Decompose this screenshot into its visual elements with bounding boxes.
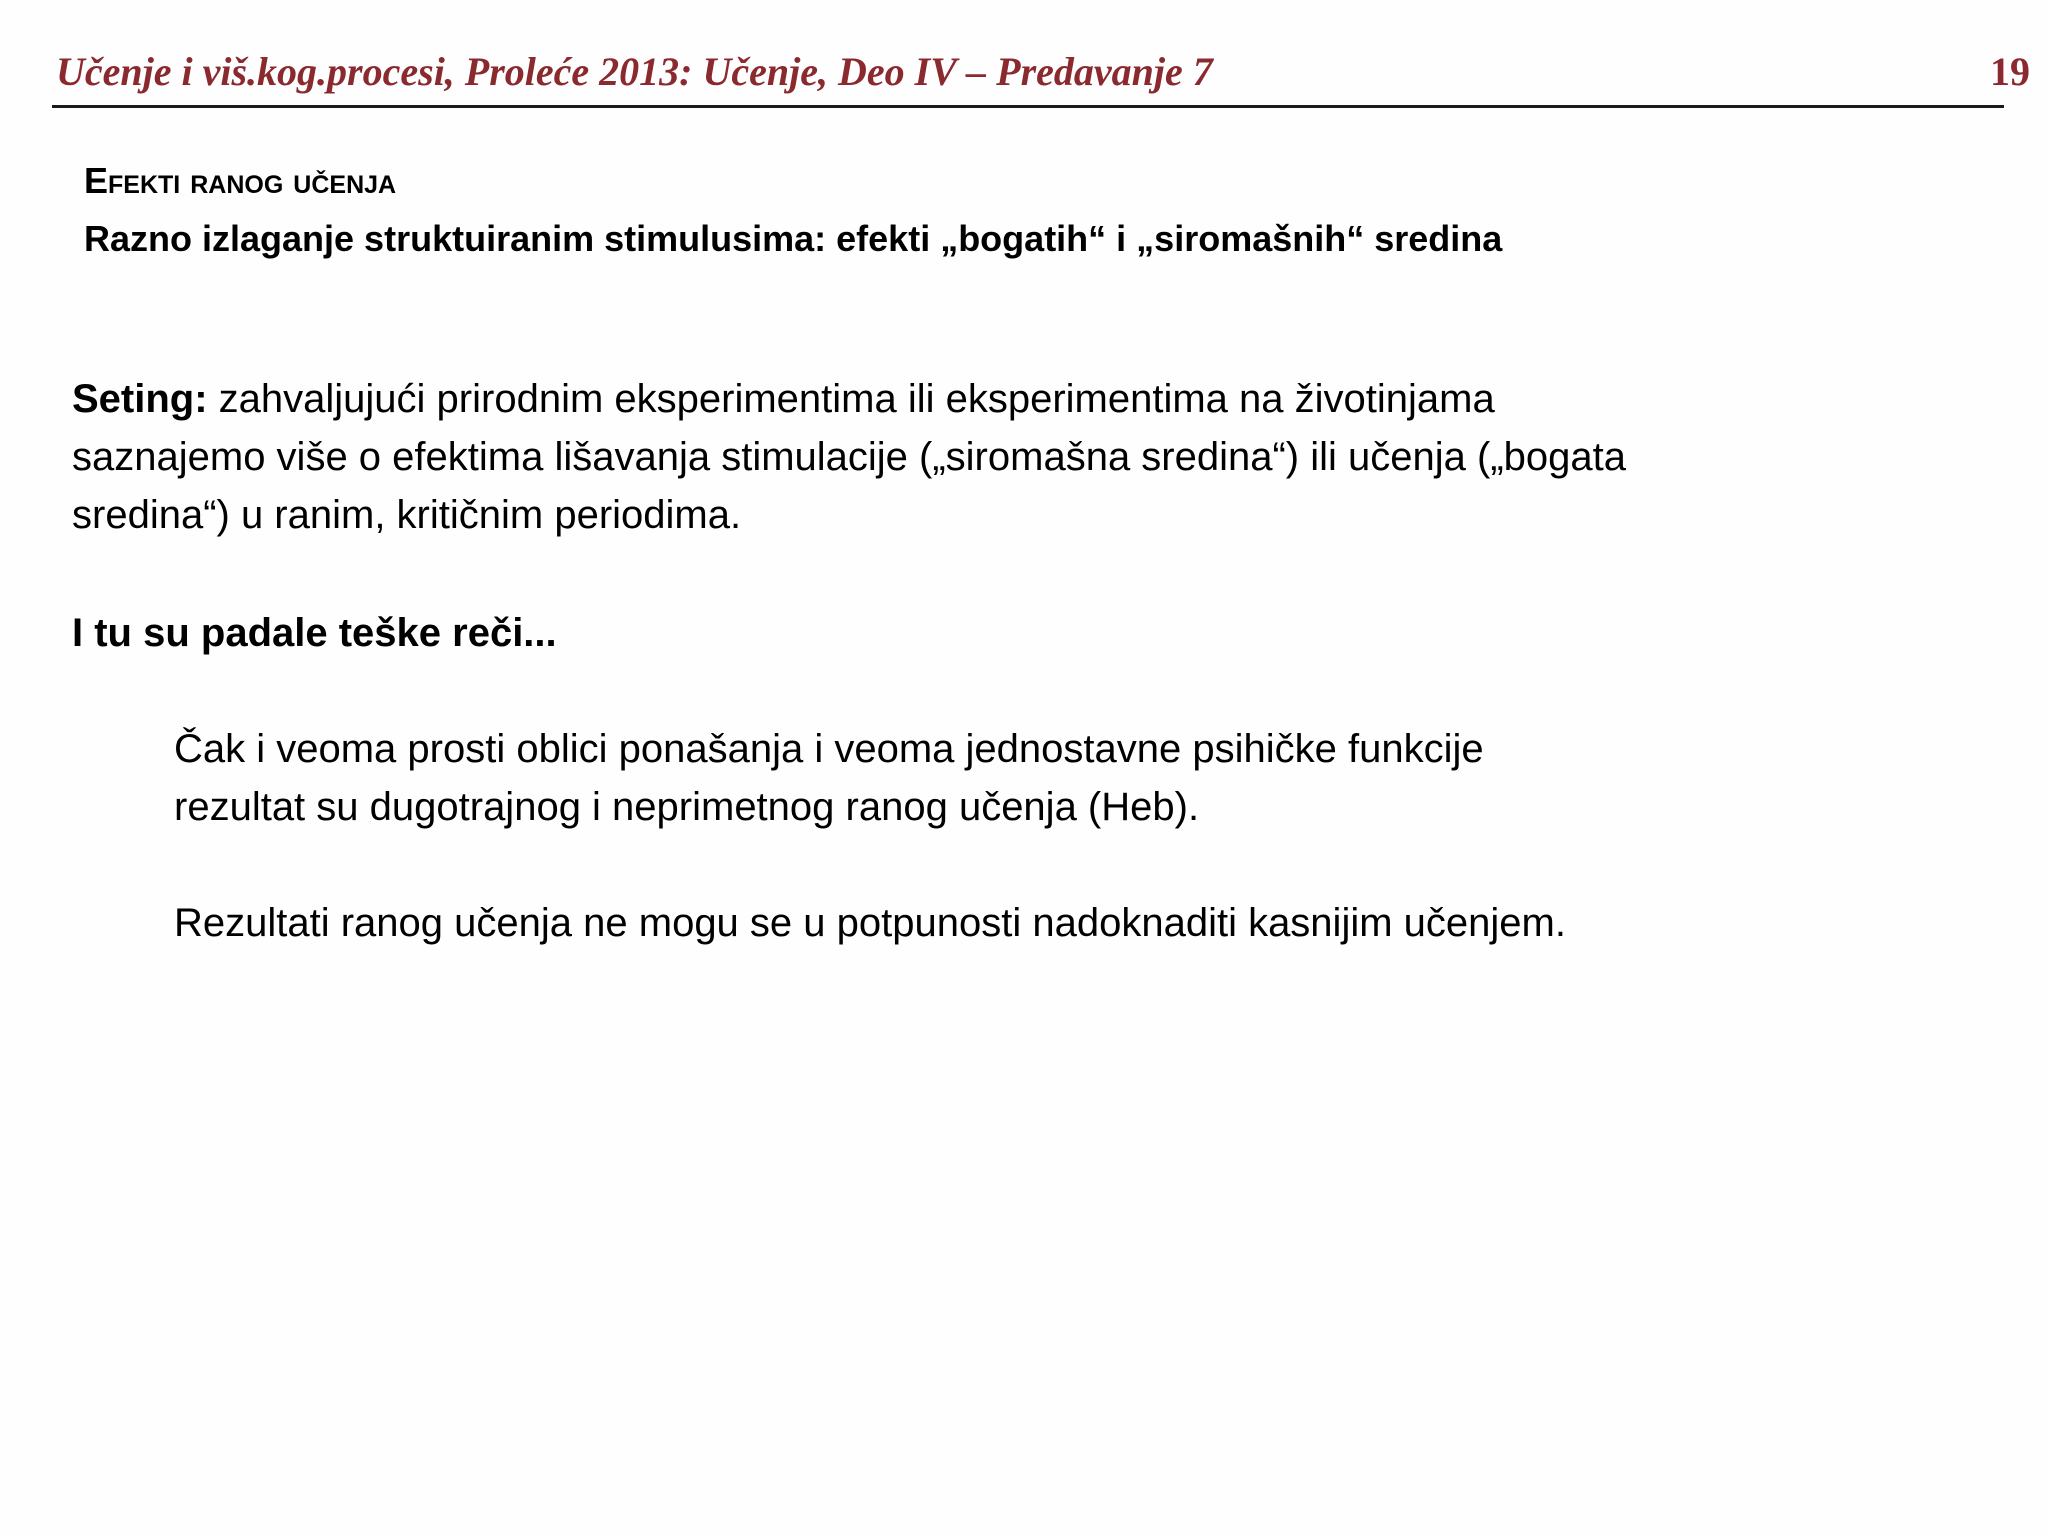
setting-label: Seting:: [72, 377, 208, 421]
page-number: 19: [1990, 49, 2030, 94]
setting-paragraph: [72, 370, 1632, 544]
header-title: Učenje i viš.kog.procesi, Proleće 2013: Učenje, Deo IV – Predavanje 7: [56, 49, 1213, 94]
quote-paragraph-1: Čak i veoma prosti oblici ponašanja i veoma jednostavne psihičke funkcije rezultat su dugotrajnog i neprimetnog ranog učenja (Heb).: [174, 727, 1484, 829]
setting-text: zahvaljujući prirodnim eksperimentima ili eksperimentima na životinjama saznajemo više o efektima lišavanja stimulacije („siromašna sredina“) ili učenja („bogata sredina“) u ranim, kritičnim periodima.: [72, 377, 1626, 537]
quote-paragraph-2: Rezultati ranog učenja ne mogu se u potpunosti nadoknaditi kasnijim učenjem.: [174, 901, 1566, 945]
header-divider: [52, 105, 2004, 108]
section-subheading: Razno izlaganje struktuiranim stimulusima: efekti „bogatih“ i „siromašnih“ sredina: [84, 218, 1503, 259]
emphasis-line: I tu su padale teške reči...: [72, 611, 557, 655]
section-heading: Efekti ranog učenja: [84, 160, 397, 201]
